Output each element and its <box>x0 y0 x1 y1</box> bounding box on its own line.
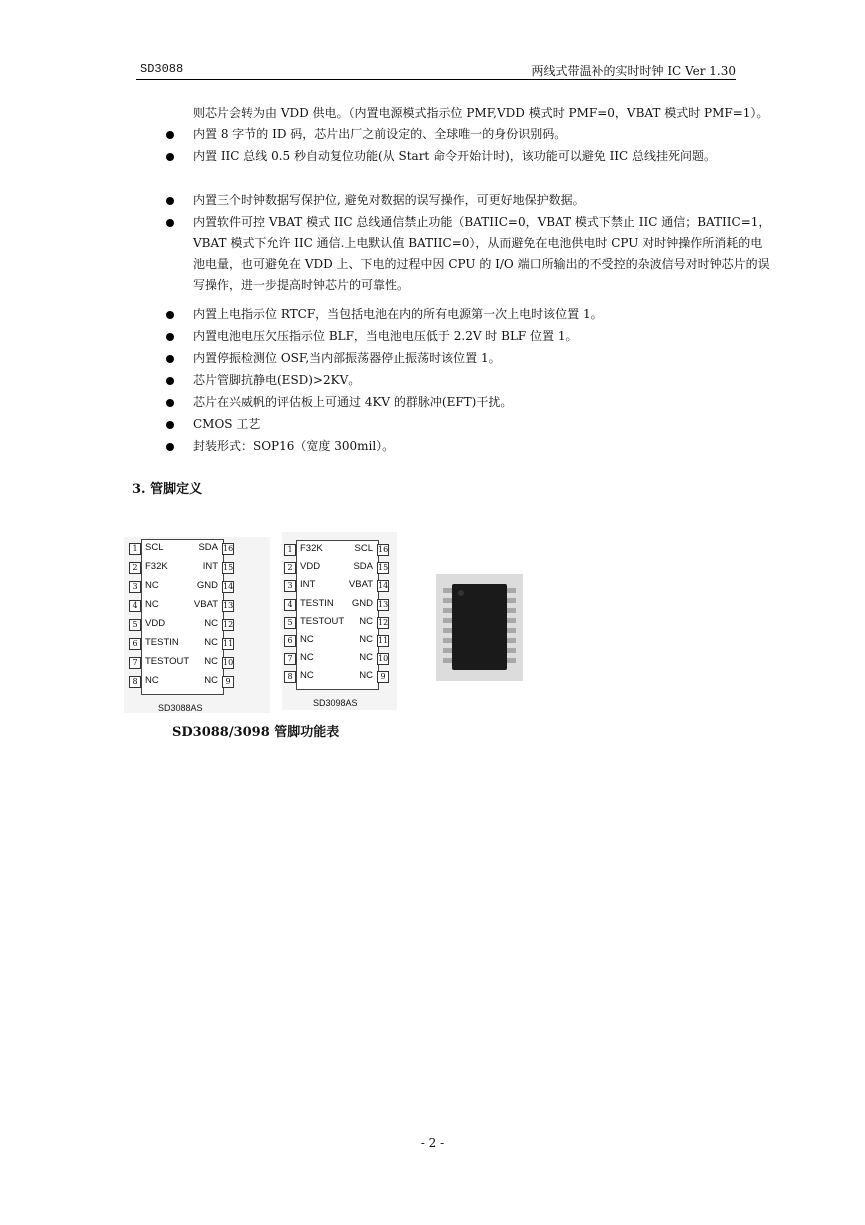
chip-photo-lead <box>507 628 516 633</box>
pin-name: GND <box>196 580 218 591</box>
pin-number: 12 <box>223 620 234 629</box>
chip-photo-lead <box>443 608 452 613</box>
feature-text: 芯片管脚抗静电(ESD)>2KV。 <box>193 373 361 387</box>
feature-item <box>160 392 773 413</box>
pin-number: 8 <box>284 671 296 683</box>
bullet-dot <box>166 311 174 319</box>
chip-photo-body <box>452 584 507 670</box>
pin-number: 14 <box>223 582 234 591</box>
feature-item <box>160 436 773 457</box>
bullet-dot <box>166 377 174 385</box>
feature-text: 内置停振检测位 OSF,当内部振荡器停止振荡时该位置 1。 <box>193 351 501 365</box>
pin-name: TESTOUT <box>300 615 345 627</box>
pin-name: TESTOUT <box>145 656 190 667</box>
header-rule <box>136 79 736 80</box>
pin-name: NC <box>359 634 373 645</box>
pin-name: NC <box>359 615 373 627</box>
feature-item <box>160 146 773 167</box>
chip-photo-lead <box>443 628 452 633</box>
header-title: 两线式带温补的实时时钟 IC Ver 1.30 <box>531 64 736 78</box>
feature-item <box>160 348 773 369</box>
feature-text: 内置软件可控 VBAT 模式 IIC 总线通信禁止功能（BATIIC=0，VBAT 模式下禁止 IIC 通信；BATIIC=1，VBAT 模式下允许 IIC 通信.上电默认值 BATIIC=0），从而避免在电池供电时 CPU 对时钟操作所消耗的电池电量，也可避免在 VDD 上、下电的过程中因 CPU 的 I/O 端口所输出的不受控的杂波信号对时钟芯片的误写操作，进一步提高时钟芯片的可靠性。 <box>193 215 771 292</box>
feature-item <box>160 414 773 435</box>
pin-number: 15 <box>378 563 389 573</box>
chip-photo-lead <box>507 608 516 613</box>
pin-number: 6 <box>129 638 141 650</box>
chip-photo-lead <box>507 638 516 643</box>
bullet-dot <box>166 443 174 451</box>
pin-number: 5 <box>129 619 141 631</box>
bullet-dot <box>166 421 174 429</box>
pin-name: SCL <box>145 542 164 553</box>
pin-name: NC <box>145 599 159 610</box>
pin-number: 1 <box>284 544 296 556</box>
feature-item <box>160 370 773 391</box>
chip-photo-lead <box>443 598 452 603</box>
chip-photo-lead <box>443 618 452 623</box>
header-model: SD3088 <box>140 62 184 76</box>
pin-number: 13 <box>223 601 234 610</box>
pin-number: 9 <box>222 676 234 688</box>
chip-photo-lead <box>443 638 452 643</box>
pin-name: NC <box>359 670 373 682</box>
chip-photo-lead <box>507 648 516 653</box>
pin-name: SCL <box>354 543 373 554</box>
page-header <box>136 62 736 78</box>
pin-name: VDD <box>300 561 321 573</box>
feature-item <box>160 212 773 296</box>
feature-text: 封装形式：SOP16（宽度 300mil）。 <box>193 439 395 453</box>
pin-number: 13 <box>378 599 389 609</box>
feature-text: CMOS 工艺 <box>193 417 261 431</box>
feature-text: 内置上电指示位 RTCF，当包括电池在内的所有电源第一次上电时该位置 1。 <box>193 307 603 321</box>
bullet-dot <box>166 219 174 227</box>
pin-name: VDD <box>145 618 166 629</box>
pin-name: NC <box>300 670 314 682</box>
pin-number: 5 <box>284 617 296 629</box>
continuation-text: 则芯片会转为由 VDD 供电。（内置电源模式指示位 PMF,VDD 模式时 PMF=0，VBAT 模式时 PMF=1）。 <box>193 106 769 120</box>
feature-text: 芯片在兴威帆的评估板上可通过 4KV 的群脉冲(EFT)干扰。 <box>193 395 513 409</box>
pin-number: 3 <box>284 580 296 592</box>
feature-item <box>160 124 773 145</box>
pin-name: TESTIN <box>145 637 179 648</box>
pin-name: INT <box>202 561 218 572</box>
feature-item <box>160 190 773 211</box>
pin-name: TESTIN <box>300 597 334 609</box>
section-title: 3. 管脚定义 <box>132 482 203 497</box>
chip-model-label: SD3098AS <box>313 698 358 708</box>
pin-number: 12 <box>378 617 389 627</box>
bullet-dot <box>166 153 174 161</box>
pin-number: 4 <box>129 600 141 612</box>
pin-number: 8 <box>129 676 141 688</box>
bullet-dot <box>166 333 174 341</box>
feature-text: 内置 IIC 总线 0.5 秒自动复位功能(从 Start 命令开始计时)，该功能可以避免 IIC 总线挂死问题。 <box>193 149 717 163</box>
chip-photo <box>436 574 523 681</box>
chip-model-label: SD3088AS <box>158 703 203 713</box>
pin-number: 11 <box>223 639 234 648</box>
pin-name: SDA <box>353 561 373 573</box>
bullet-dot <box>166 355 174 363</box>
pin-name: NC <box>145 675 159 686</box>
pin-number: 1 <box>129 543 141 555</box>
pin-name: NC <box>204 637 218 648</box>
pin-name: INT <box>300 579 316 591</box>
pin-number: 3 <box>129 581 141 593</box>
figure-caption: SD3088/3098 管脚功能表 <box>172 725 340 740</box>
pin-number: 6 <box>284 635 296 647</box>
pin-number: 7 <box>129 657 141 669</box>
chip-photo-lead <box>443 588 452 593</box>
chip-photo-lead <box>443 658 452 663</box>
chip-photo-lead <box>507 658 516 663</box>
bullet-dot <box>166 399 174 407</box>
feature-item <box>160 326 773 347</box>
pin-number: 7 <box>284 653 296 665</box>
chip-photo-lead <box>443 648 452 653</box>
pin-number: 10 <box>378 654 389 664</box>
pin-number: 15 <box>223 563 234 572</box>
pin-number: 16 <box>223 544 234 553</box>
pin-number: 2 <box>129 562 141 574</box>
chip-photo-pin1-mark <box>458 590 464 596</box>
feature-text: 内置电池电压欠压指示位 BLF，当电池电压低于 2.2V 时 BLF 位置 1。 <box>193 329 578 343</box>
pin-name: GND <box>351 597 373 609</box>
pin-name: VBAT <box>348 579 373 591</box>
pin-name: NC <box>300 652 314 664</box>
feature-text: 内置 8 字节的 ID 码，芯片出厂之前设定的、全球唯一的身份识别码。 <box>193 127 567 141</box>
pin-name: NC <box>204 618 218 629</box>
pin-name: SDA <box>198 542 218 553</box>
chip-photo-lead <box>507 598 516 603</box>
pin-name: NC <box>359 652 373 664</box>
pin-name: NC <box>145 580 159 591</box>
pin-number: 16 <box>378 545 389 554</box>
pin-number: 11 <box>378 636 389 645</box>
feature-text: 内置三个时钟数据写保护位, 避免对数据的误写操作，可更好地保护数据。 <box>193 193 585 207</box>
pin-number: 4 <box>284 599 296 611</box>
pin-name: NC <box>204 675 218 686</box>
feature-item <box>160 304 773 325</box>
chip-photo-lead <box>507 618 516 623</box>
bullet-dot <box>166 131 174 139</box>
pin-name: NC <box>300 634 314 645</box>
pin-name: NC <box>204 656 218 667</box>
pin-name: F32K <box>145 561 168 572</box>
pin-name: F32K <box>300 543 323 554</box>
pin-name: VBAT <box>193 599 218 610</box>
pin-number: 10 <box>223 658 234 667</box>
bullet-dot <box>166 197 174 205</box>
page-number: - 2 - <box>420 1136 445 1150</box>
pin-number: 2 <box>284 562 296 574</box>
pin-number: 9 <box>377 671 389 683</box>
chip-photo-lead <box>507 588 516 593</box>
pin-number: 14 <box>378 581 389 591</box>
